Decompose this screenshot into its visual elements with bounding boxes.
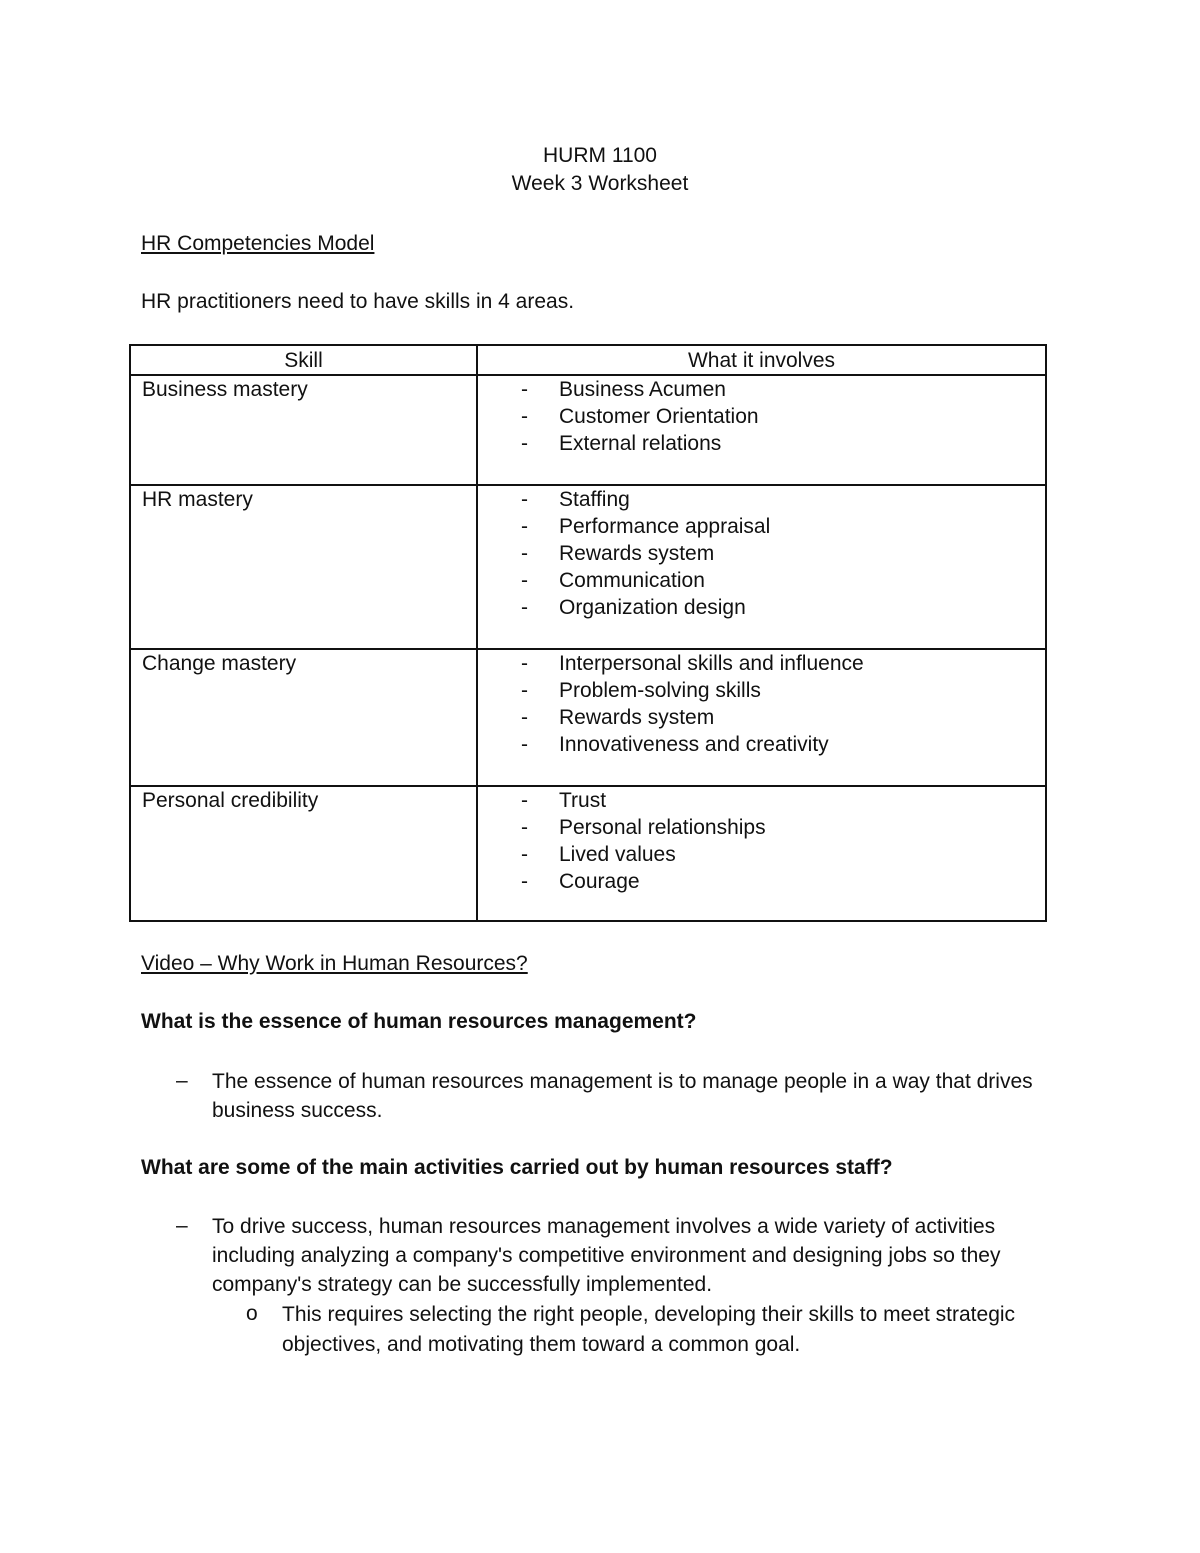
answer-2-text: To drive success, human resources management involves a wide variety of activities including analyzing a company's competitive environment and designing jobs so they company's strategy can be successfully implemented.	[212, 1215, 1001, 1296]
list-item: - Performance appraisal	[521, 515, 771, 538]
table-row	[131, 484, 1045, 648]
involves-cell	[478, 486, 1045, 648]
dash-bullet: -	[521, 679, 528, 702]
dash-bullet: -	[521, 843, 528, 866]
list-item: - Innovativeness and creativity	[521, 733, 829, 756]
list-item: - Problem-solving skills	[521, 679, 761, 702]
list-item: - Rewards system	[521, 706, 715, 729]
list-item: - Customer Orientation	[521, 405, 759, 428]
question-1: What is the essence of human resources management?	[141, 1010, 697, 1033]
dash-bullet: -	[521, 706, 528, 729]
table-row	[131, 785, 1045, 920]
dash-bullet: -	[521, 652, 528, 675]
dash-bullet: -	[521, 789, 528, 812]
involves-cell	[478, 376, 1045, 484]
answer-1-text: The essence of human resources management is to manage people in a way that drives business success.	[212, 1070, 1033, 1122]
question-2: What are some of the main activities carried out by human resources staff?	[141, 1156, 893, 1179]
answer-2	[176, 1212, 1026, 1299]
answer-2-subpoint-text: This requires selecting the right people, developing their skills to meet strategic objectives, and motivating them toward a common goal.	[282, 1303, 1016, 1356]
course-code: HURM 1100	[543, 144, 657, 167]
en-dash-bullet: –	[176, 1214, 188, 1237]
answer-2-subpoint	[246, 1300, 1046, 1360]
list-item: - Business Acumen	[521, 378, 726, 401]
dash-bullet: -	[521, 515, 528, 538]
list-item: - Interpersonal skills and influence	[521, 652, 864, 675]
skill-cell: Change mastery	[131, 650, 478, 785]
list-item: - Lived values	[521, 843, 676, 866]
dash-bullet: -	[521, 432, 528, 455]
table-row	[131, 648, 1045, 785]
worksheet-title: Week 3 Worksheet	[511, 172, 689, 195]
list-item: - Trust	[521, 789, 607, 812]
involves-cell	[478, 787, 1045, 920]
en-dash-bullet: –	[176, 1069, 188, 1092]
section-title-video: Video – Why Work in Human Resources?	[141, 952, 528, 975]
list-item: - Personal relationships	[521, 816, 766, 839]
competencies-table	[129, 344, 1047, 922]
table-row	[131, 374, 1045, 484]
column-header-skill: Skill	[131, 346, 478, 374]
dash-bullet: -	[521, 378, 528, 401]
list-item: - Rewards system	[521, 542, 715, 565]
list-item: - Communication	[521, 569, 705, 592]
list-item: - Organization design	[521, 596, 746, 619]
dash-bullet: -	[521, 733, 528, 756]
dash-bullet: -	[521, 596, 528, 619]
skill-cell: Personal credibility	[131, 787, 478, 920]
intro-paragraph: HR practitioners need to have skills in 4 areas.	[141, 290, 575, 313]
dash-bullet: -	[521, 542, 528, 565]
table-header-row	[131, 346, 1045, 374]
list-item: - External relations	[521, 432, 722, 455]
dash-bullet: -	[521, 816, 528, 839]
section-title-competencies: HR Competencies Model	[141, 232, 375, 255]
dash-bullet: -	[521, 405, 528, 428]
skill-cell: HR mastery	[131, 486, 478, 648]
dash-bullet: -	[521, 870, 528, 893]
skill-cell: Business mastery	[131, 376, 478, 484]
list-item: - Courage	[521, 870, 640, 893]
circle-bullet: o	[246, 1302, 258, 1325]
dash-bullet: -	[521, 569, 528, 592]
dash-bullet: -	[521, 488, 528, 511]
involves-cell	[478, 650, 1045, 785]
answer-1	[176, 1067, 1056, 1125]
column-header-involves: What it involves	[687, 349, 836, 372]
list-item: - Staffing	[521, 488, 630, 511]
